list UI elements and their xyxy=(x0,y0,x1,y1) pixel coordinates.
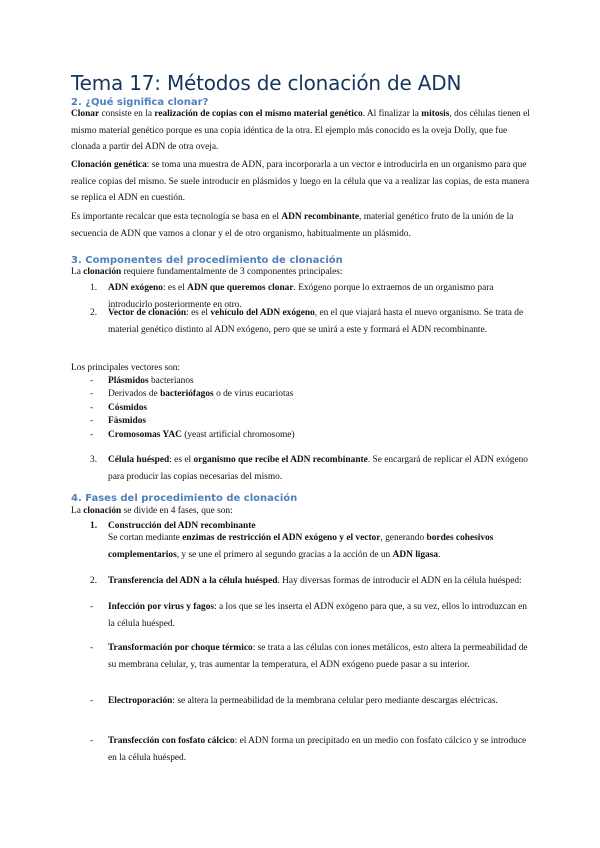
paragraph-clonar: Clonar consiste en la realización de copias con el mismo material genético. Al finalizar la mitosis, dos células tienen el mismo material genético porque es una copia idéntica de la otra. El ejemplo más conocido es la oveja Dolly, que fue clonada a partir del ADN de otra oveja. xyxy=(71,109,530,152)
paragraph-clonacion-genetica: Clonación genética: se toma una muestra de ADN, para incorporarla a un vector e introducirla en un organismo para que realice copias del mismo. Se suele introducir en plásmidos y luego en la célula que va a realizar las copias, de esta manera se replica el ADN en cuestión. xyxy=(71,160,530,203)
phase-description: Se cortan mediante enzimas de restricción el ADN exógeno y el vector, generando bordes cohesivos complementarios, y se une el primero al segundo gracias a la acción de un ADN ligasa. xyxy=(108,533,494,560)
list-item-text: Transformación por choque térmico: se trata a las células con iones metálicos, esto altera la permeabilidad de su membrana celular, y, tras aumentar la temperatura, el ADN exógeno puede pasar a su interior. xyxy=(108,643,528,670)
page-title: Tema 17: Métodos de clonación de ADN xyxy=(71,71,462,95)
list-item-text: Cromosomas YAC (yeast artificial chromosome) xyxy=(108,430,295,440)
list-number: 1. xyxy=(90,521,98,531)
list-number: 1. xyxy=(90,283,98,293)
list-item-text: Plásmidos bacterianos xyxy=(108,376,194,386)
list-item-text: Vector de clonación: es el vehículo del ADN exógeno, en el que viajará hasta el nuevo organismo. Se trata de material genético distinto al ADN exógeno, pero que se unirá a este y formará el ADN recombinante. xyxy=(108,308,524,335)
list-number: 2. xyxy=(90,576,98,586)
list-item-text: Fásmidos xyxy=(108,416,147,426)
list-item-text: ADN exógeno: es el ADN que queremos clonar. Exógeno porque lo extraemos de un organismo para introducirlo posteriormente en otro. xyxy=(108,283,494,310)
document-page: Tema 17: Métodos de clonación de ADN 2. ¿Qué significa clonar? Clonar consiste en la realización de copias con el mismo material genético. Al finalizar la mitosis, dos células tienen el mismo material genético porque es una copia idéntica de la otra. El ejemplo más conocido es la oveja Dolly, que fue clonada a partir del ADN de otra oveja. Clonación genética: se toma una muestra de ADN, para incorporarla a un vector e introducirla en un organismo para que realice copias del mismo. Se suele introducir en plásmidos y luego en la célula que va a realizar las copias, de esta manera se replica el ADN en cuestión. Es importante recalcar que esta tecnología se basa en el ADN recombinante, material genético fruto de la unión de la secuencia de ADN que vamos a clonar y el de otro organismo, habitualmente un plásmido. 3. Componentes del procedimiento de clonación La clonación requiere fundamentalmente de 3 componentes principales: 1. ADN exógeno: es el ADN que queremos clonar. Exógeno porque lo extraemos de un organismo para introducirlo posteriormente en otro. 2. Vector de clonación: es el vehículo del ADN exógeno, en el que viajará hasta el nuevo organismo. Se trata de material genético distinto al ADN exógeno, pero que se unirá a este y formará el ADN recombinante. Los principales vectores son: - Plásmidos bacterianos - Derivados de bacteriófagos o de virus eucariotas - Cósmidos - Fásmidos - Cromosomas YAC (yeast artificial chromosome) 3. Célula huésped: es el organismo que recibe el ADN recombinante. Se encargará de replicar el ADN exógeno para producir las copias necesarias del mismo. 4. Fases del procedimiento de clonación La clonación se divide en 4 fases, que son: 1. Construcción del ADN recombinante Se cortan mediante enzimas de restricción el ADN exógeno y el vector, generando bordes cohesivos complementarios, y se une el primero al segundo gracias a la acción de un ADN ligasa. 2. Transferencia del ADN a la célula huésped. Hay diversas formas de introducir el ADN en la célula huésped: - Infección por virus y fagos: a los que se les inserta el ADN exógeno para que, a su vez, ellos lo introduzcan en la célula huésped. - Transformación por choque térmico: se trata a las células con iones metálicos, esto altera la permeabilidad de su membrana celular, y, tras aumentar la temperatura, el ADN exógeno puede pasar a su interior. - Electroporación: se altera la permeabilidad de la membrana celular pero mediante descargas eléctricas. - Transfección con fosfato cálcico: el ADN forma un precipitado en un medio con fosfato cálcico y se introduce en la célula huésped. xyxy=(0,0,600,848)
vectors-intro: Los principales vectores son: xyxy=(71,363,181,373)
phases-intro: La clonación se divide en 4 fases, que son: xyxy=(71,506,233,516)
components-intro: La clonación requiere fundamentalmente de 3 componentes principales: xyxy=(71,267,343,277)
list-item-text: Infección por virus y fagos: a los que se les inserta el ADN exógeno para que, a su vez, ellos lo introduzcan en la célula huésped. xyxy=(108,602,527,629)
phase-title: Construcción del ADN recombinante xyxy=(108,521,256,531)
list-item-text: Transferencia del ADN a la célula huésped. Hay diversas formas de introducir el ADN en la célula huésped: xyxy=(108,576,522,586)
list-number: 2. xyxy=(90,308,98,318)
list-item-text: Electroporación: se altera la permeabilidad de la membrana celular pero mediante descargas eléctricas. xyxy=(108,696,498,706)
list-item-text: Cósmidos xyxy=(108,403,148,413)
paragraph-adn-recombinante: Es importante recalcar que esta tecnología se basa en el ADN recombinante, material genético fruto de la unión de la secuencia de ADN que vamos a clonar y el de otro organismo, habitualmente un plásmido. xyxy=(71,212,514,239)
section-heading-3: 3. Componentes del procedimiento de clonación xyxy=(71,255,343,266)
list-item-text: Célula huésped: es el organismo que recibe el ADN recombinante. Se encargará de replicar el ADN exógeno para producir las copias necesarias del mismo. xyxy=(108,455,528,482)
section-heading-4: 4. Fases del procedimiento de clonación xyxy=(71,493,298,504)
list-item-text: Derivados de bacteriófagos o de virus eucariotas xyxy=(108,389,294,399)
section-heading-2: 2. ¿Qué significa clonar? xyxy=(71,97,209,108)
list-number: 3. xyxy=(90,455,98,465)
list-item-text: Transfección con fosfato cálcico: el ADN forma un precipitado en un medio con fosfato cálcico y se introduce en la célula huésped. xyxy=(108,736,527,763)
